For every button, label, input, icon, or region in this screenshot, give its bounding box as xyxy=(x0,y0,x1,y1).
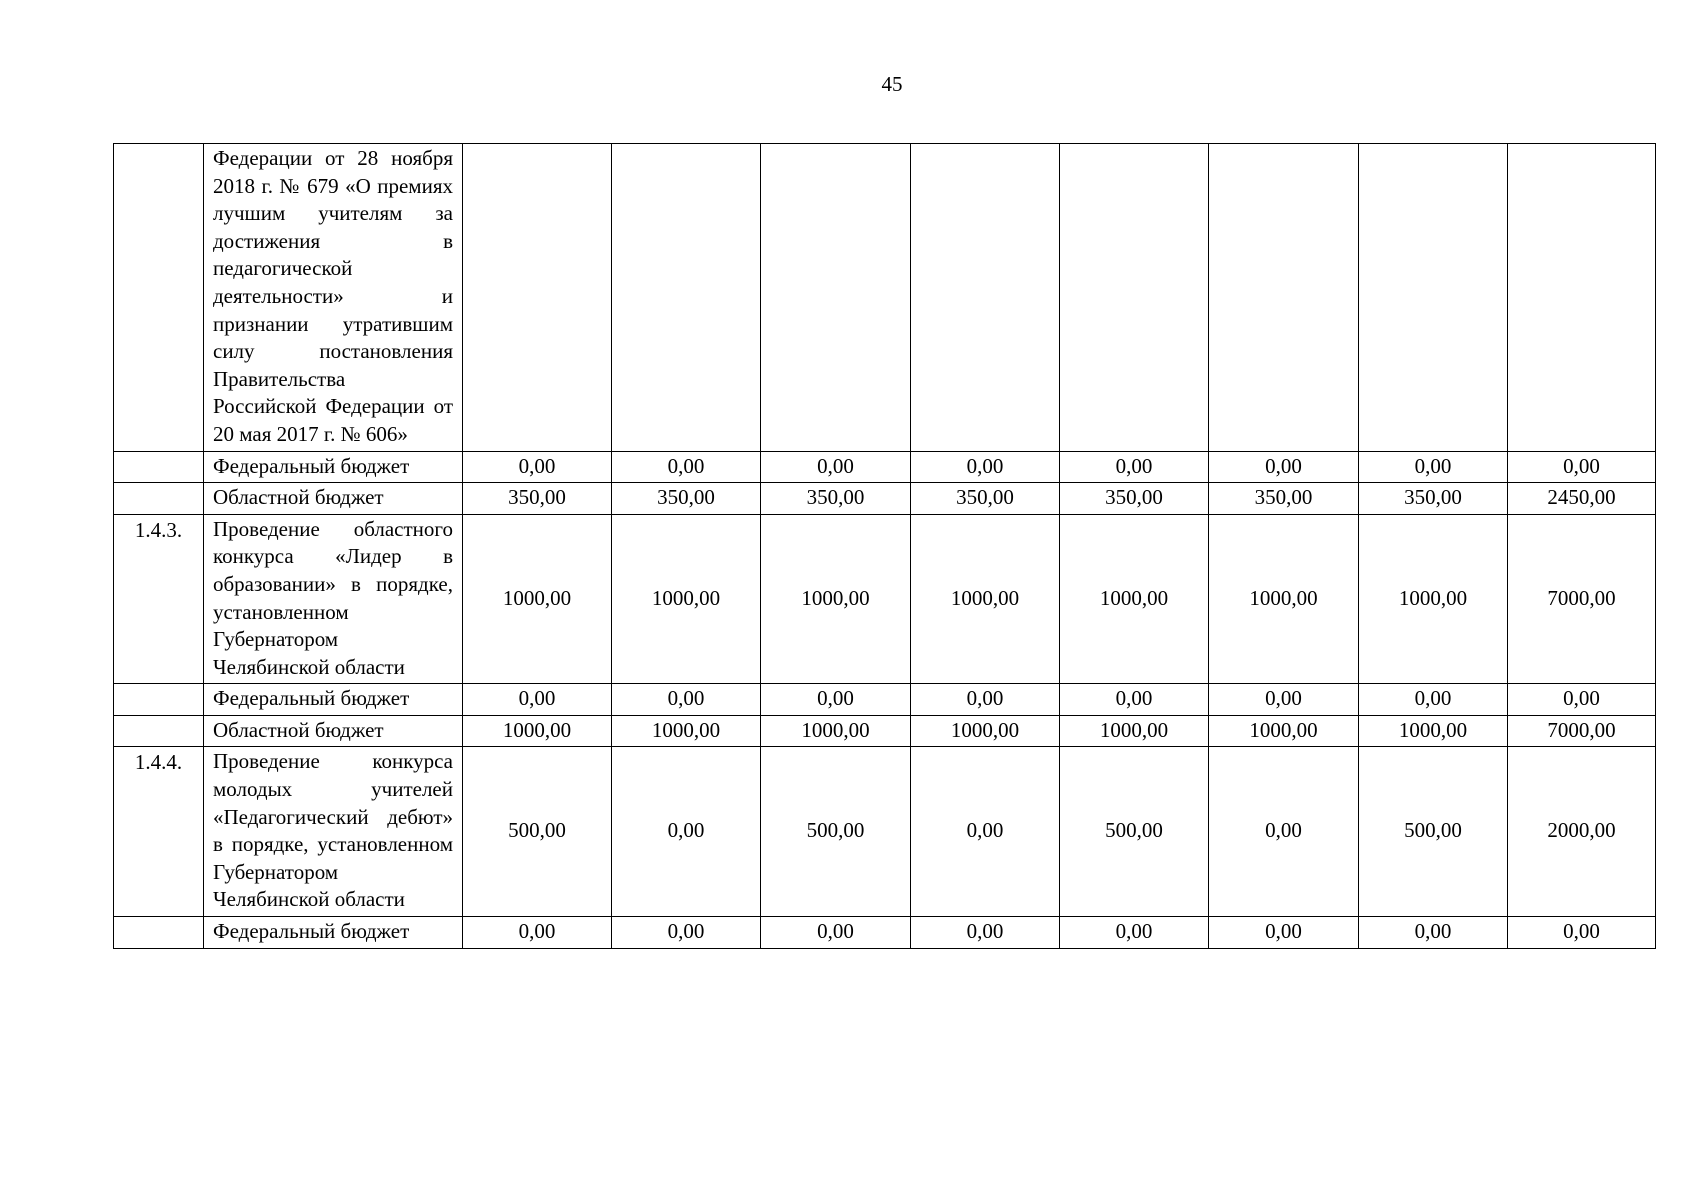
year-value-cell: 0,00 xyxy=(463,917,612,949)
table-row xyxy=(114,483,1656,515)
funding-source-cell: Областной бюджет xyxy=(204,715,463,747)
row-number-cell xyxy=(114,917,204,949)
year-value-cell: 350,00 xyxy=(1209,483,1359,515)
year-value-cell: 350,00 xyxy=(911,483,1060,515)
row-number-cell: 1.4.4. xyxy=(114,747,204,917)
row-number-cell xyxy=(114,451,204,483)
table-body xyxy=(114,144,1656,949)
year-value-cell: 350,00 xyxy=(761,483,911,515)
measure-description-cell: Федерации от 28 ноября 2018 г. № 679 «О премиях лучшим учителям за достижения в педагогической деятельности» и признании утратившим силу постановления Правительства Российской Федерации от 20 мая 2017 г. № 606» xyxy=(204,144,463,452)
funding-source-cell: Федеральный бюджет xyxy=(204,684,463,716)
year-value-cell: 0,00 xyxy=(1359,917,1508,949)
year-value-cell: 0,00 xyxy=(1209,684,1359,716)
total-value-cell: 2450,00 xyxy=(1508,483,1656,515)
year-value-cell: 500,00 xyxy=(761,747,911,917)
measure-description-cell: Проведение конкурса молодых учителей «Педагогический дебют» в порядке, установленном Губернатором Челябинской области xyxy=(204,747,463,917)
year-value-cell xyxy=(1060,144,1209,452)
year-value-cell: 0,00 xyxy=(612,684,761,716)
year-value-cell: 1000,00 xyxy=(911,514,1060,684)
row-number-cell: 1.4.3. xyxy=(114,514,204,684)
year-value-cell: 0,00 xyxy=(761,451,911,483)
year-value-cell: 0,00 xyxy=(1060,684,1209,716)
year-value-cell: 0,00 xyxy=(911,917,1060,949)
total-value-cell: 2000,00 xyxy=(1508,747,1656,917)
table-row xyxy=(114,684,1656,716)
total-value-cell: 0,00 xyxy=(1508,917,1656,949)
page-number: 45 xyxy=(881,72,903,96)
year-value-cell: 500,00 xyxy=(1060,747,1209,917)
year-value-cell: 0,00 xyxy=(911,684,1060,716)
year-value-cell: 1000,00 xyxy=(1060,514,1209,684)
row-number-cell xyxy=(114,684,204,716)
year-value-cell: 1000,00 xyxy=(761,514,911,684)
year-value-cell: 0,00 xyxy=(1209,747,1359,917)
year-value-cell: 0,00 xyxy=(612,451,761,483)
year-value-cell: 0,00 xyxy=(463,451,612,483)
year-value-cell: 1000,00 xyxy=(463,715,612,747)
year-value-cell: 0,00 xyxy=(1060,917,1209,949)
year-value-cell: 500,00 xyxy=(1359,747,1508,917)
year-value-cell: 0,00 xyxy=(1209,451,1359,483)
table-row xyxy=(114,917,1656,949)
year-value-cell xyxy=(911,144,1060,452)
year-value-cell: 1000,00 xyxy=(612,514,761,684)
table-row xyxy=(114,747,1656,917)
total-value-cell xyxy=(1508,144,1656,452)
year-value-cell: 1000,00 xyxy=(1359,715,1508,747)
total-value-cell: 7000,00 xyxy=(1508,514,1656,684)
year-value-cell: 0,00 xyxy=(761,684,911,716)
year-value-cell: 0,00 xyxy=(1359,451,1508,483)
year-value-cell: 0,00 xyxy=(911,747,1060,917)
year-value-cell: 1000,00 xyxy=(463,514,612,684)
total-value-cell: 0,00 xyxy=(1508,451,1656,483)
row-number-cell xyxy=(114,715,204,747)
year-value-cell xyxy=(612,144,761,452)
year-value-cell xyxy=(463,144,612,452)
year-value-cell xyxy=(1209,144,1359,452)
year-value-cell: 0,00 xyxy=(761,917,911,949)
year-value-cell: 1000,00 xyxy=(1060,715,1209,747)
year-value-cell: 350,00 xyxy=(1359,483,1508,515)
row-number-cell xyxy=(114,144,204,452)
total-value-cell: 7000,00 xyxy=(1508,715,1656,747)
year-value-cell: 0,00 xyxy=(1209,917,1359,949)
year-value-cell: 0,00 xyxy=(612,917,761,949)
year-value-cell: 350,00 xyxy=(1060,483,1209,515)
year-value-cell: 1000,00 xyxy=(612,715,761,747)
year-value-cell: 0,00 xyxy=(463,684,612,716)
year-value-cell: 1000,00 xyxy=(1209,514,1359,684)
year-value-cell: 350,00 xyxy=(612,483,761,515)
year-value-cell xyxy=(1359,144,1508,452)
measure-description-cell: Проведение областного конкурса «Лидер в образовании» в порядке, установленном Губернатором Челябинской области xyxy=(204,514,463,684)
year-value-cell: 500,00 xyxy=(463,747,612,917)
year-value-cell: 0,00 xyxy=(1359,684,1508,716)
table-row xyxy=(114,715,1656,747)
table-row xyxy=(114,514,1656,684)
funding-source-cell: Областной бюджет xyxy=(204,483,463,515)
table-row xyxy=(114,144,1656,452)
year-value-cell: 1000,00 xyxy=(1209,715,1359,747)
year-value-cell: 1000,00 xyxy=(1359,514,1508,684)
year-value-cell: 0,00 xyxy=(612,747,761,917)
year-value-cell: 1000,00 xyxy=(911,715,1060,747)
budget-table xyxy=(113,143,1656,949)
total-value-cell: 0,00 xyxy=(1508,684,1656,716)
funding-source-cell: Федеральный бюджет xyxy=(204,451,463,483)
year-value-cell: 0,00 xyxy=(1060,451,1209,483)
row-number-cell xyxy=(114,483,204,515)
table-row xyxy=(114,451,1656,483)
year-value-cell: 1000,00 xyxy=(761,715,911,747)
year-value-cell: 0,00 xyxy=(911,451,1060,483)
year-value-cell: 350,00 xyxy=(463,483,612,515)
funding-source-cell: Федеральный бюджет xyxy=(204,917,463,949)
year-value-cell xyxy=(761,144,911,452)
